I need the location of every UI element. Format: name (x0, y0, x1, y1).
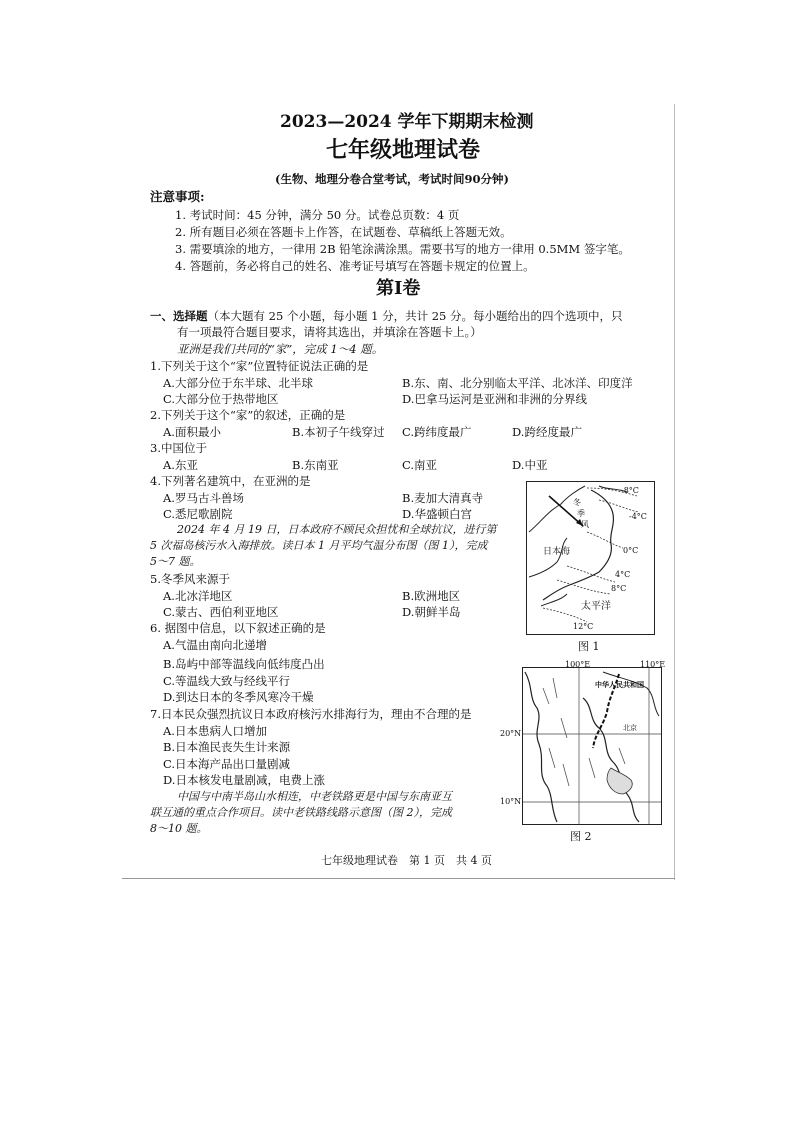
prc-label: 中华人民共和国 (595, 680, 644, 689)
railway-map-drawing (523, 668, 661, 824)
beijing-label: 北京 (623, 724, 637, 732)
option: C.蒙古、西伯利亚地区 (163, 605, 279, 619)
section-heading (150, 309, 623, 323)
option: A.北冰洋地区 (163, 589, 233, 603)
intro-railway-3: 8～10 题。 (150, 822, 208, 835)
isotherm-label-0: 0°C (623, 546, 639, 555)
option: B.东、南、北分别临太平洋、北冰洋、印度洋 (402, 376, 633, 390)
notice-item: 4. 答题前，务必将自己的姓名、准考证号填写在答题卡规定的位置上。 (175, 259, 535, 273)
intro-railway: 中国与中南半岛山水相连，中老铁路更是中国与东南亚互 (177, 790, 452, 803)
option: B.麦加大清真寺 (402, 491, 484, 505)
option: C.跨纬度最广 (402, 425, 472, 439)
option: A.罗马古斗兽场 (163, 491, 244, 505)
option: D.朝鲜半岛 (402, 605, 461, 619)
option: B.岛屿中部等温线向低纬度凸出 (163, 657, 325, 671)
notice-item: 3. 需要填涂的地方，一律用 2B 铅笔涂满涂黑。需要书写的地方一律用 0.5MM 签字笔。 (175, 242, 630, 256)
figure-2-railway-map (522, 667, 662, 825)
option: B.欧洲地区 (402, 589, 461, 603)
intro-railway-2: 联互通的重点合作项目。读中老铁路线路示意图（图 2），完成 (150, 806, 452, 819)
pacific-ocean-label: 太平洋 (581, 601, 611, 612)
question-stem: 5.冬季风来源于 (150, 572, 230, 586)
option: B.本初子午线穿过 (292, 425, 385, 439)
question-stem: 1.下列关于这个“家”位置特征说法正确的是 (150, 359, 369, 373)
sea-of-japan-label: 日本海 (543, 547, 571, 557)
option: C.等温线大致与经线平行 (163, 674, 291, 688)
exam-note: (生物、地理分卷合堂考试，考试时间90分钟) (275, 172, 509, 186)
section-desc-2: 有一项最符合题目要求，请将其选出，并填涂在答题卡上。） (177, 325, 482, 339)
question-stem: 3.中国位于 (150, 441, 207, 455)
intro-japan: 2024 年 4 月 19 日，日本政府不顾民众担忧和全球抗议，进行第 (177, 523, 497, 536)
figure-1-caption: 图 1 (578, 640, 600, 653)
section-label: 一、选择题 (150, 309, 208, 323)
page-edge-right (674, 104, 675, 880)
option: D.巴拿马运河是亚洲和非洲的分界线 (402, 392, 587, 406)
option: D.到达日本的冬季风寒冷干燥 (163, 690, 314, 704)
notice-item: 2. 所有题目必须在答题卡上作答，在试题卷、草稿纸上答题无效。 (175, 225, 512, 239)
isotherm-label-minus4: -4°C (629, 512, 647, 521)
isotherm-label-4: 4°C (615, 570, 631, 579)
page-footer: 七年级地理试卷 第 1 页 共 4 页 (321, 854, 492, 867)
notice-heading: 注意事项: (150, 189, 205, 204)
lon-110-label: 110°E (640, 660, 666, 669)
page-edge-bottom (122, 878, 675, 879)
figure-1-japan-map (526, 481, 655, 635)
option: A.大部分位于东半球、北半球 (163, 376, 313, 390)
option: C.悉尼歌剧院 (163, 507, 233, 521)
question-stem: 6. 据图中信息，以下叙述正确的是 (150, 621, 326, 635)
exam-subtitle: 七年级地理试卷 (326, 137, 481, 163)
isotherm-label-8: 8°C (611, 584, 627, 593)
option: C.日本海产品出口量剧减 (163, 757, 291, 771)
option: A.气温由南向北递增 (163, 638, 267, 652)
exam-title: 2023—2024 学年下期期末检测 (280, 112, 534, 132)
option: B.东南亚 (292, 458, 339, 472)
option: D.日本核发电量剧减，电费上涨 (163, 773, 325, 787)
isotherm-label-12: 12°C (573, 622, 594, 631)
question-stem: 2.下列关于这个“家”的叙述，正确的是 (150, 408, 346, 422)
intro-japan-3: 5～7 题。 (150, 555, 201, 568)
question-stem: 4.下列著名建筑中，在亚洲的是 (150, 474, 311, 488)
option: A.东亚 (163, 458, 198, 472)
notice-item: 1. 考试时间：45 分钟，满分 50 分。试卷总页数：4 页 (175, 208, 460, 222)
question-stem: 7.日本民众强烈抗议日本政府核污水排海行为，理由不合理的是 (150, 707, 472, 721)
option: D.跨经度最广 (512, 425, 582, 439)
wind-label-2: 季 (577, 509, 585, 518)
option: D.中亚 (512, 458, 548, 472)
option: C.南亚 (402, 458, 438, 472)
wind-label-3: 风 (581, 520, 589, 529)
lon-100-label: 100°E (565, 660, 591, 669)
section-desc: （本大题有 25 个小题，每小题 1 分，共计 25 分。每小题给出的四个选项中，只 (207, 309, 623, 323)
option: D.华盛顿白宫 (402, 507, 472, 521)
figure-2-caption: 图 2 (570, 830, 592, 843)
option: A.日本患病人口增加 (163, 724, 267, 738)
lat-10-label: 10°N (500, 797, 522, 806)
volume-title: 第I卷 (376, 278, 421, 299)
option: A.面积最小 (163, 425, 221, 439)
wind-label-1: 冬 (573, 498, 581, 507)
option: B.日本渔民丧失生计来源 (163, 740, 291, 754)
intro-japan-2: 5 次福岛核污水入海排放。读日本 1 月平均气温分布图（图 1），完成 (150, 539, 488, 552)
isotherm-label-minus8: -8°C (621, 486, 639, 495)
intro-asia: 亚洲是我们共同的“家”，完成 1～4 题。 (177, 342, 384, 356)
option: C.大部分位于热带地区 (163, 392, 279, 406)
lat-20-label: 20°N (500, 729, 522, 738)
